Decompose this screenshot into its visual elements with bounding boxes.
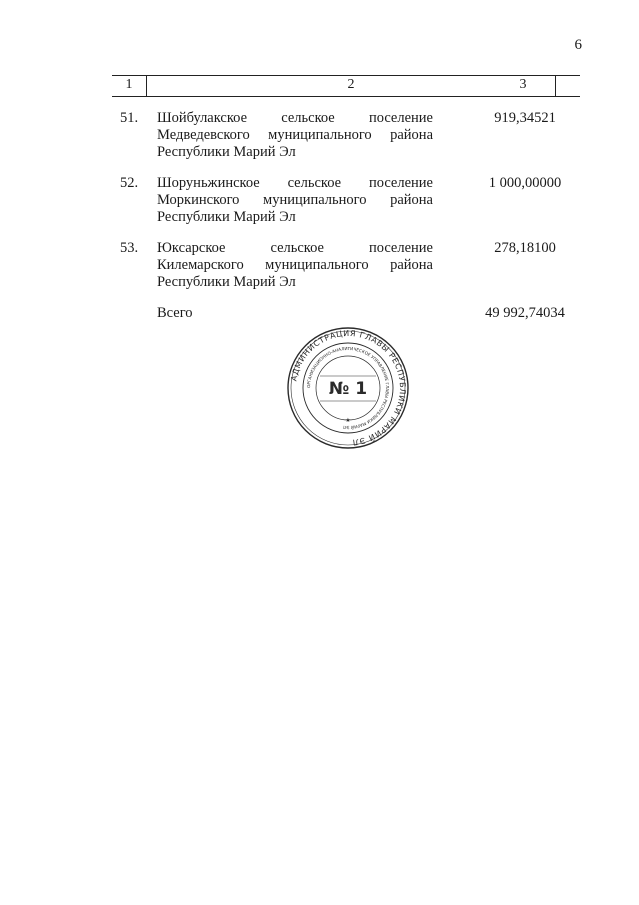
row-name-line: Шоруньжинское сельское поселение — [157, 175, 433, 191]
row-value: 1 000,00000 — [488, 175, 562, 191]
total-label: Всего — [157, 305, 193, 321]
row-name-line: Моркинского муниципального района — [157, 192, 433, 208]
header-col-3: 3 — [519, 77, 527, 92]
row-name — [157, 175, 433, 226]
official-stamp — [286, 326, 410, 450]
row-name-line: Республики Марий Эл — [157, 209, 296, 225]
row-name-line: Медведевского муниципального района — [157, 127, 433, 143]
row-number: 52. — [120, 175, 139, 191]
row-value: 919,34521 — [494, 110, 556, 126]
row-name-line: Килемарского муниципального района — [157, 257, 433, 273]
row-number: 53. — [120, 240, 139, 256]
stamp-number: № 1 — [328, 379, 368, 399]
row-name-line: Шойбулакское сельское поселение — [157, 110, 433, 126]
row-value: 278,18100 — [494, 240, 556, 256]
stamp-inner-text: ОРГАНИЗАЦИОННО-АНАЛИТИЧЕСКОЕ УПРАВЛЕНИЕ ГЛАВЫ РЕСПУБЛИКИ МАРИЙ ЭЛ — [305, 345, 391, 431]
star-icon: ★ — [345, 418, 351, 424]
header-col-1: 1 — [125, 77, 133, 92]
row-name-line: Республики Марий Эл — [157, 144, 296, 160]
row-number: 51. — [120, 110, 139, 126]
page-number: 6 — [574, 37, 582, 53]
header-col-2: 2 — [347, 77, 355, 92]
row-name — [157, 110, 433, 161]
row-name-line: Юксарское сельское поселение — [157, 240, 433, 256]
row-name-line: Республики Марий Эл — [157, 274, 296, 290]
stamp-outer-text: АДМИНИСТРАЦИЯ ГЛАВЫ РЕСПУБЛИКИ МАРИЙ ЭЛ — [289, 328, 408, 447]
table-header — [112, 75, 580, 97]
row-name — [157, 240, 433, 291]
total-value: 49 992,74034 — [485, 305, 565, 321]
